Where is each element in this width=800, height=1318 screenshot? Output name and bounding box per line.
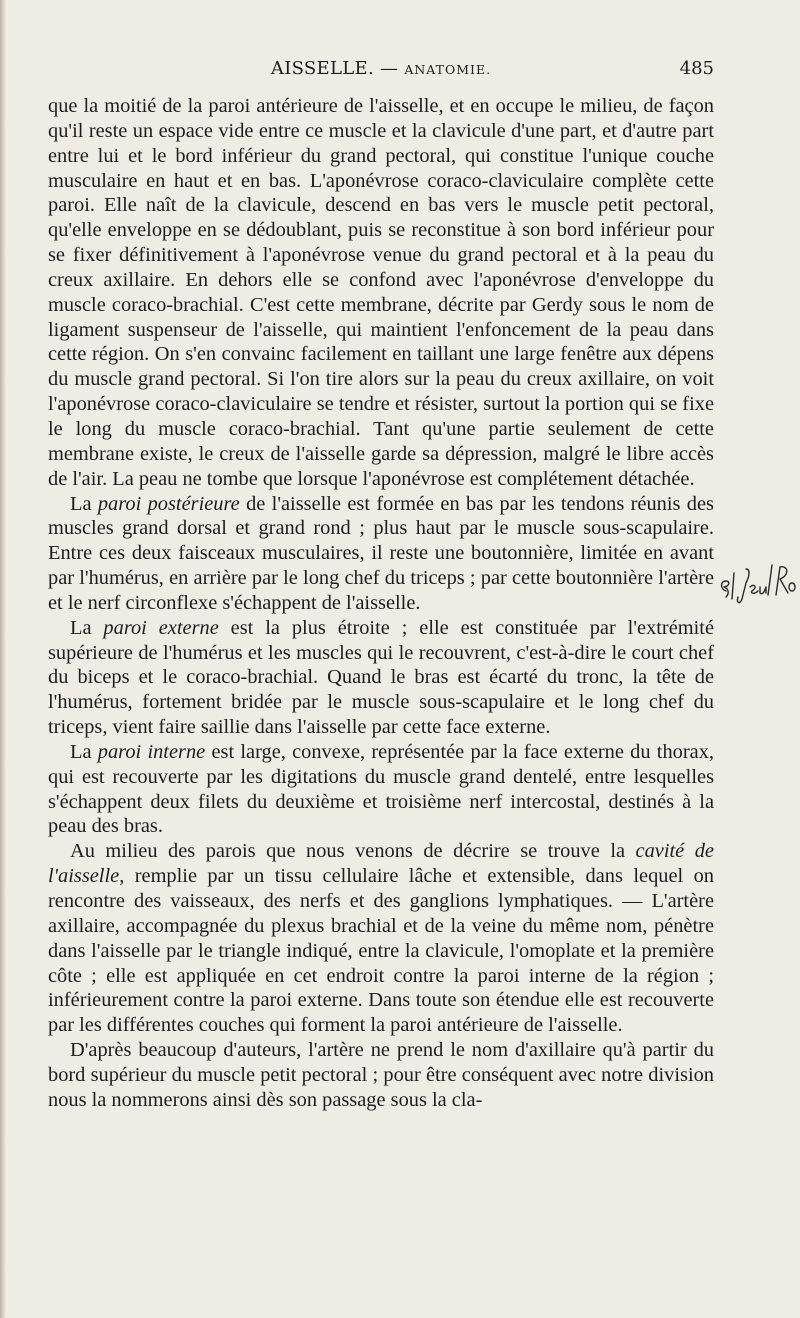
paragraph-text: La — [70, 492, 98, 515]
page-number: 485 — [679, 58, 714, 79]
header-title: AISSELLE. — [270, 58, 374, 79]
paragraph — [48, 616, 714, 740]
header-dash: — — [380, 58, 399, 79]
running-header — [48, 58, 714, 88]
paragraph-text: que la moitié de la paroi antérieure de l'aisselle, et en occupe le milieu, de façon qu'il reste un espace vide entre ce muscle et la clavicule d'une part, et d'autre part entre lui et le bord inférieur du grand pectoral, qui constitue l'unique couche musculaire en haut et en bas. L'aponévrose coraco-claviculaire complète cette paroi. Elle naît de la clavicule, descend en bas vers le muscle petit pectoral, qu'elle enveloppe en se dédoublant, puis se reconstitue à son bord inférieur pour se fixer définitivement à l'aponévrose venue du grand pectoral et à la peau du creux axillaire. En dehors elle se confond avec l'aponévrose d'enveloppe du muscle coraco-brachial. C'est cette membrane, décrite par Gerdy sous le nom de ligament suspenseur de l'aisselle, qui maintient l'enfoncement de la peau dans cette région. On s'en convainc facilement en taillant une large fenêtre aux dépens du muscle grand pectoral. Si l'on tire alors sur la peau du creux axillaire, on voit l'aponévrose coraco-claviculaire se tendre et résister, surtout la portion qui se fixe le long du muscle coraco-brachial. Tant qu'une partie seulement de cette membrane existe, le creux de l'aisselle garde sa dépression, malgré le libre accès de l'air. La peau ne tombe que lorsque l'aponévrose est complétement détachée. — [48, 95, 714, 490]
italic-term: paroi externe — [103, 616, 219, 639]
paragraph — [48, 1038, 714, 1113]
italic-term: paroi postérieure — [97, 492, 240, 515]
italic-term: cavité de l'aisselle — [48, 840, 714, 888]
paragraph — [48, 839, 714, 1038]
paragraph-text: Au milieu des parois que nous venons de décrire se trouve la — [70, 840, 636, 863]
paragraph-text: D'après beaucoup d'auteurs, l'artère ne prend le nom d'axillaire qu'à partir du bord supérieur du muscle petit pectoral ; pour être conséquent avec notre division nous la nommerons ainsi dès son passage sous la cla- — [48, 1039, 714, 1111]
body-text — [48, 94, 714, 1113]
paragraph-text: La — [70, 616, 104, 639]
paragraph-text: est large, convexe, représentée par la face externe du thorax, qui est recouverte par les digitations du muscle grand dentelé, entre lesquelles s'échappent deux filets du deuxième et troisième nerf intercostal, destinés à la peau des bras. — [48, 740, 714, 838]
handwritten-margin-note — [716, 553, 800, 609]
paragraph-text: La — [70, 740, 98, 763]
paragraph-text: , remplie par un tissu cellulaire lâche et extensible, dans lequel on rencontre des vaisseaux, des nerfs et des ganglions lymphatiques. — L'artère axillaire, accompagnée du plexus brachial et de la veine du même nom, pénètre dans l'aisselle par le triangle indiqué, entre la clavicule, l'omoplate et la première côte ; elle est appliquée en cet endroit contre la paroi interne de la région ; inférieurement contre la paroi externe. Dans toute son étendue elle est recouverte par les différentes couches qui forment la paroi antérieure de l'aisselle. — [48, 865, 714, 1037]
paragraph-text: de l'aisselle est formée en bas par les tendons réunis des muscles grand dorsal et grand rond ; plus haut par le muscle sous-scapulaire. Entre ces deux faisceaux musculaires, il reste une boutonnière, limitée en avant par l'humérus, en arrière par le long chef du triceps ; par cette boutonnière l'artère et le nerf circonflexe s'échappent de l'aisselle. — [48, 492, 714, 614]
running-title — [48, 58, 714, 79]
italic-term: paroi interne — [97, 740, 206, 763]
paragraph — [48, 94, 714, 492]
paragraph — [48, 740, 714, 839]
paragraph-text: est la plus étroite ; elle est constituée par l'extrémité supérieure de l'humérus et les muscles qui le recouvrent, c'est-à-dire le court chef du biceps et le coraco-brachial. Quand le bras est écarté du tronc, la tête de l'humérus, fortement bridée par le muscle sous-scapulaire et le long chef du triceps, vient faire saillie dans l'aisselle par cette face externe. — [48, 616, 715, 739]
paragraph — [48, 492, 714, 616]
page-edge-shadow — [0, 0, 6, 1318]
header-section: ANATOMIE. — [404, 62, 492, 77]
